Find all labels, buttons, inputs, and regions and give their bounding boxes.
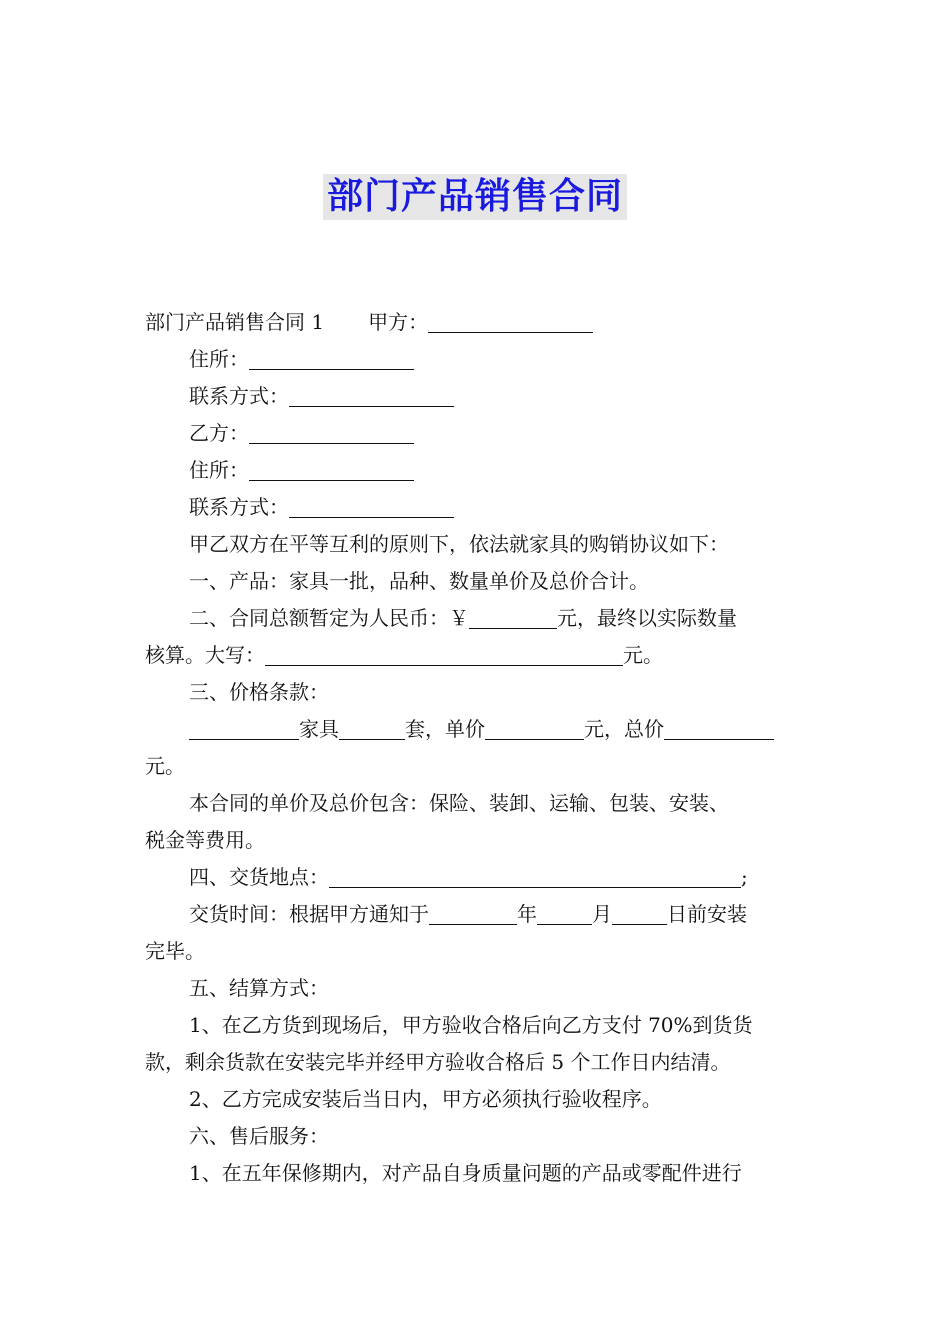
month-label: 月 xyxy=(592,902,612,926)
party-b-blank[interactable] xyxy=(249,421,414,444)
party-b-label: 乙方： xyxy=(189,421,249,445)
line-party-b xyxy=(145,415,807,452)
line-contact-a xyxy=(145,378,807,415)
contract-number-label: 部门产品销售合同 1 xyxy=(145,310,325,334)
section-2-text-b: 元，最终以实际数量 xyxy=(557,606,737,630)
month-blank[interactable] xyxy=(537,902,592,925)
intro-paragraph: 甲乙双方在平等互利的原则下，依法就家具的购销协议如下： xyxy=(189,532,729,556)
delivery-place-blank[interactable] xyxy=(329,865,741,888)
section-5-item-1-line-2: 款，剩余货款在安装完毕并经甲方验收合格后 5 个工作日内结清。 xyxy=(145,1050,731,1074)
section-2-text-c: 核算。大写： xyxy=(145,643,265,667)
section-6-item-1: 1、在五年保修期内，对产品自身质量问题的产品或零配件进行 xyxy=(189,1161,742,1185)
section-4 xyxy=(145,859,807,896)
amount-capital-blank[interactable] xyxy=(265,643,623,666)
delivery-place-end: ; xyxy=(741,865,748,889)
party-a-blank[interactable] xyxy=(428,310,593,333)
amount-blank[interactable] xyxy=(469,606,557,629)
year-blank[interactable] xyxy=(429,902,517,925)
line-address-b xyxy=(145,452,807,489)
contact-a-blank[interactable] xyxy=(289,384,454,407)
section-2-text-a: 二、合同总额暂定为人民币：￥ xyxy=(189,606,469,630)
section-1: 一、产品：家具一批，品种、数量单价及总价合计。 xyxy=(189,569,649,593)
section-3-yuan: 元。 xyxy=(145,754,185,778)
set-unit-label: 套，单价 xyxy=(405,717,485,741)
day-blank[interactable] xyxy=(612,902,667,925)
delivery-time-label: 交货时间：根据甲方通知于 xyxy=(189,902,429,926)
line-header xyxy=(145,304,807,341)
title-wrap xyxy=(0,174,950,220)
section-2-text-d: 元。 xyxy=(623,643,663,667)
address-b-label: 住所： xyxy=(189,458,249,482)
address-a-blank[interactable] xyxy=(249,347,414,370)
section-4-time-line-2: 完毕。 xyxy=(145,939,205,963)
section-3-include-line-1: 本合同的单价及总价包含：保险、装卸、运输、包装、安装、 xyxy=(189,791,729,815)
section-3: 三、价格条款： xyxy=(189,680,329,704)
furniture-name-blank[interactable] xyxy=(189,717,299,740)
day-label: 日前安装 xyxy=(667,902,747,926)
address-b-blank[interactable] xyxy=(249,458,414,481)
section-5: 五、结算方式： xyxy=(189,976,329,1000)
section-6: 六、售后服务： xyxy=(189,1124,329,1148)
section-2-line-1 xyxy=(145,600,807,637)
section-5-item-2: 2、乙方完成安装后当日内，甲方必须执行验收程序。 xyxy=(189,1087,662,1111)
line-contact-b xyxy=(145,489,807,526)
furniture-label: 家具 xyxy=(299,717,339,741)
delivery-place-label: 四、交货地点： xyxy=(189,865,329,889)
section-3-include-line-2: 税金等费用。 xyxy=(145,828,265,852)
total-price-blank[interactable] xyxy=(664,717,774,740)
set-count-blank[interactable] xyxy=(339,717,405,740)
document-title: 部门产品销售合同 xyxy=(323,174,627,220)
contract-body xyxy=(145,304,807,1192)
section-5-item-1-line-1: 1、在乙方货到现场后，甲方验收合格后向乙方支付 70%到货货 xyxy=(189,1013,753,1037)
line-address-a xyxy=(145,341,807,378)
year-label: 年 xyxy=(517,902,537,926)
contact-b-label: 联系方式： xyxy=(189,495,289,519)
address-a-label: 住所： xyxy=(189,347,249,371)
contact-b-blank[interactable] xyxy=(289,495,454,518)
party-a-label: 甲方： xyxy=(368,310,429,334)
section-2-line-2 xyxy=(145,637,807,674)
section-3-price-line xyxy=(145,711,807,748)
unit-price-blank[interactable] xyxy=(485,717,584,740)
section-4-time-line-1 xyxy=(145,896,807,933)
contact-a-label: 联系方式： xyxy=(189,384,289,408)
total-label: 元，总价 xyxy=(584,717,664,741)
